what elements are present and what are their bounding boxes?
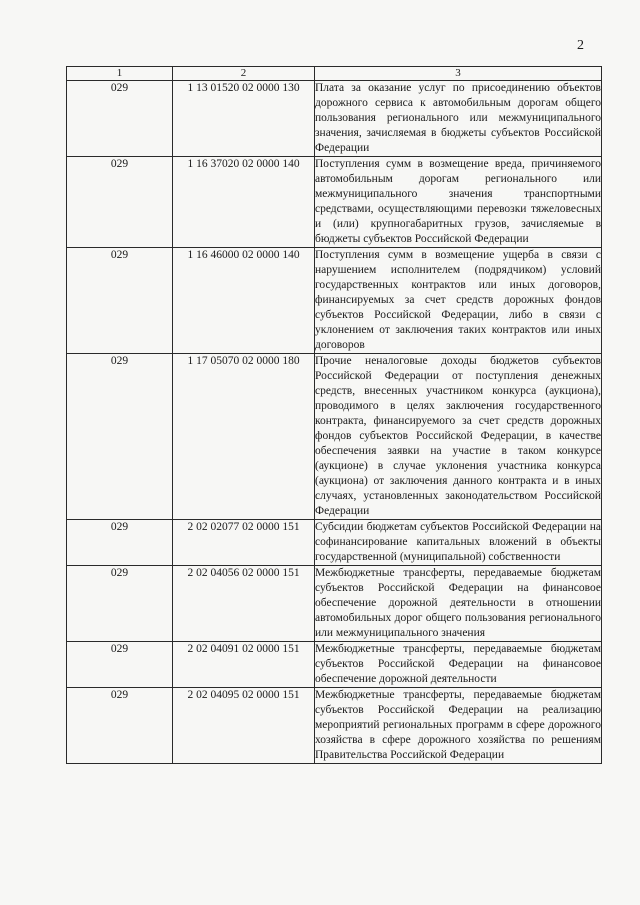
revenue-description: Межбюджетные трансферты, передаваемые бюджетам субъектов Российской Федерации на реализацию мероприятий региональных программ в сфере дорожного хозяйства в сфере дорожного хозяйства по решениям Правительства Российской Федерации <box>315 688 602 764</box>
revenue-code: 1 17 05070 02 0000 180 <box>173 354 315 520</box>
revenue-classification-table <box>66 66 602 764</box>
column-header-1: 1 <box>67 67 173 81</box>
table-row <box>67 354 602 520</box>
revenue-description: Субсидии бюджетам субъектов Российской Федерации на софинансирование капитальных вложений в объекты государственной (муниципальной) собственности <box>315 520 602 566</box>
column-header-3: 3 <box>315 67 602 81</box>
revenue-description: Межбюджетные трансферты, передаваемые бюджетам субъектов Российской Федерации на финансовое обеспечение дорожной деятельности <box>315 642 602 688</box>
revenue-code: 2 02 04091 02 0000 151 <box>173 642 315 688</box>
table-row <box>67 688 602 764</box>
table-row <box>67 642 602 688</box>
table-row <box>67 566 602 642</box>
administrator-code: 029 <box>67 520 173 566</box>
administrator-code: 029 <box>67 248 173 354</box>
revenue-description: Межбюджетные трансферты, передаваемые бюджетам субъектов Российской Федерации на финансовое обеспечение дорожной деятельности в отношении автомобильных дорог общего пользования регионального или межмуниципального значения <box>315 566 602 642</box>
revenue-code: 1 13 01520 02 0000 130 <box>173 81 315 157</box>
revenue-code: 2 02 02077 02 0000 151 <box>173 520 315 566</box>
revenue-description: Поступления сумм в возмещение вреда, причиняемого автомобильным дорогам регионального или межмуниципального значения транспортными средствами, осуществляющими перевозки тяжеловесных и (или) крупногабаритных грузов, зачисляемые в бюджеты субъектов Российской Федерации <box>315 157 602 248</box>
administrator-code: 029 <box>67 566 173 642</box>
revenue-description: Поступления сумм в возмещение ущерба в связи с нарушением исполнителем (подрядчиком) условий государственных контрактов или иных договоров, финансируемых за счет средств дорожных фондов субъектов Российской Федерации, либо в связи с уклонением от заключения таких контрактов или иных договоров <box>315 248 602 354</box>
revenue-code: 1 16 46000 02 0000 140 <box>173 248 315 354</box>
administrator-code: 029 <box>67 688 173 764</box>
revenue-description: Прочие неналоговые доходы бюджетов субъектов Российской Федерации от поступления денежных средств, внесенных участником конкурса (аукциона), проводимого в целях заключения государственного контракта, финансируемого за счет средств дорожных фондов субъектов Российской Федерации, в качестве обеспечения заявки на участие в таком конкурсе (аукционе) в случае уклонения участника конкурса (аукциона) от заключения данного контракта и в иных случаях, установленных законодательством Российской Федерации <box>315 354 602 520</box>
revenue-code: 1 16 37020 02 0000 140 <box>173 157 315 248</box>
table-row <box>67 157 602 248</box>
administrator-code: 029 <box>67 157 173 248</box>
table-header-row <box>67 67 602 81</box>
revenue-code: 2 02 04095 02 0000 151 <box>173 688 315 764</box>
administrator-code: 029 <box>67 81 173 157</box>
table-row <box>67 248 602 354</box>
administrator-code: 029 <box>67 642 173 688</box>
table-row <box>67 520 602 566</box>
administrator-code: 029 <box>67 354 173 520</box>
page-number: 2 <box>577 38 584 53</box>
table-row <box>67 81 602 157</box>
revenue-code: 2 02 04056 02 0000 151 <box>173 566 315 642</box>
column-header-2: 2 <box>173 67 315 81</box>
revenue-description: Плата за оказание услуг по присоединению объектов дорожного сервиса к автомобильным дорогам общего пользования регионального или межмуниципального значения, зачисляемая в бюджеты субъектов Российской Федерации <box>315 81 602 157</box>
